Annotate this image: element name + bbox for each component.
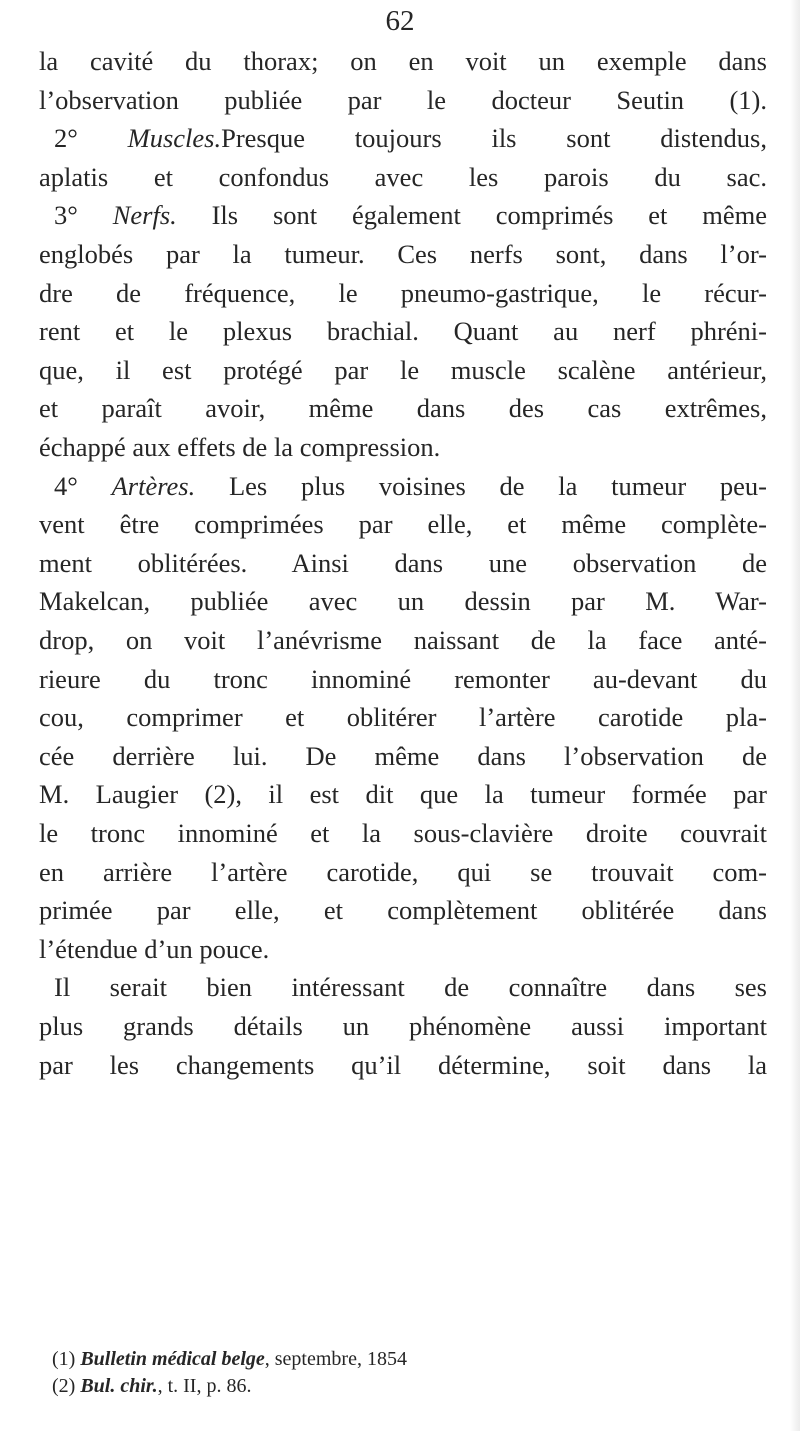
text-line	[39, 507, 767, 541]
footnote-text: , t. II, p. 86.	[157, 1375, 252, 1397]
line-text: ment oblitérées. Ainsi dans une observation de	[39, 547, 767, 578]
line-text: Makelcan, publiée avec un dessin par M. War-	[39, 586, 767, 617]
footnote-marker: (2)	[52, 1375, 81, 1397]
line-text: rieure du tronc innominé remonter au-devant du	[39, 663, 767, 694]
section-number: 4°	[54, 470, 112, 501]
page-edge-shadow	[790, 0, 800, 1431]
section-title: Muscles.	[127, 123, 222, 154]
text-line	[39, 44, 767, 78]
text-line	[39, 623, 767, 657]
page-number: 62	[385, 5, 415, 37]
footnote-title: Bulletin médical belge	[80, 1348, 265, 1370]
line-text: vent être comprimées par elle, et même complète-	[39, 509, 767, 540]
line-text: échappé aux effets de la compression.	[39, 432, 441, 462]
text-line	[39, 777, 767, 811]
text-line	[39, 83, 767, 117]
line-text: par les changements qu’il détermine, soit dans la	[39, 1049, 767, 1080]
text-line	[39, 237, 767, 271]
text-line	[39, 430, 767, 464]
line-text: primée par elle, et complètement oblitérée dans	[39, 895, 767, 926]
text-line	[39, 276, 767, 310]
text-line	[54, 970, 767, 1004]
text-line	[54, 469, 767, 503]
text-line	[39, 546, 767, 580]
line-text: l’observation publiée par le docteur Seutin (1).	[39, 84, 767, 115]
line-text: drop, on voit l’anévrisme naissant de la face anté-	[39, 625, 767, 655]
text-line	[39, 584, 767, 618]
text-line	[54, 121, 767, 155]
text-line	[39, 855, 767, 889]
text-line	[39, 816, 767, 850]
line-text: Ils sont également comprimés et même	[176, 200, 767, 231]
footnote-marker: (1)	[52, 1348, 81, 1370]
text-line	[54, 198, 767, 232]
line-text: aplatis et confondus avec les parois du sac.	[39, 161, 767, 192]
line-text: cou, comprimer et oblitérer l’artère carotide pla-	[39, 702, 767, 733]
text-line	[39, 353, 767, 387]
text-line	[39, 700, 767, 734]
text-line	[39, 662, 767, 696]
text-line	[39, 1048, 767, 1082]
line-text: Les plus voisines de la tumeur peu-	[195, 470, 767, 501]
text-line	[39, 932, 767, 966]
line-text: la cavité du thorax; on en voit un exemple dans	[39, 46, 767, 76]
section-title: Artères.	[111, 470, 196, 501]
line-text: Presque toujours ils sont distendus,	[221, 123, 767, 154]
line-text: M. Laugier (2), il est dit que la tumeur formée par	[39, 779, 767, 810]
section-number: 2°	[54, 123, 128, 154]
text-line	[39, 739, 767, 773]
text-line	[39, 893, 767, 927]
line-text: englobés par la tumeur. Ces nerfs sont, dans l’or-	[39, 239, 767, 269]
line-text: l’étendue d’un pouce.	[39, 933, 270, 964]
line-text: plus grands détails un phénomène aussi important	[39, 1011, 767, 1041]
line-text: cée derrière lui. De même dans l’observation de	[39, 740, 767, 771]
line-text: en arrière l’artère carotide, qui se trouvait com-	[39, 856, 767, 887]
footnote-1	[52, 1346, 752, 1373]
line-text: dre de fréquence, le pneumo-gastrique, le récur-	[39, 277, 767, 308]
text-line	[39, 1009, 767, 1043]
text-line	[39, 314, 767, 348]
section-title: Nerfs.	[112, 200, 177, 231]
footnote-title: Bul. chir.	[80, 1375, 158, 1397]
line-text: et paraît avoir, même dans des cas extrêmes,	[39, 393, 767, 424]
text-line	[39, 160, 767, 194]
line-text: le tronc innominé et la sous-clavière droite couvrait	[39, 818, 767, 848]
footnote-2	[52, 1373, 752, 1400]
footnotes	[52, 1346, 752, 1400]
line-text: rent et le plexus brachial. Quant au nerf phréni-	[39, 316, 767, 347]
text-line	[39, 391, 767, 425]
line-text: que, il est protégé par le muscle scalène antérieur,	[39, 354, 767, 385]
section-number: 3°	[54, 200, 113, 231]
line-text: Il serait bien intéressant de connaître dans ses	[54, 972, 767, 1003]
footnote-text: , septembre, 1854	[264, 1348, 407, 1370]
